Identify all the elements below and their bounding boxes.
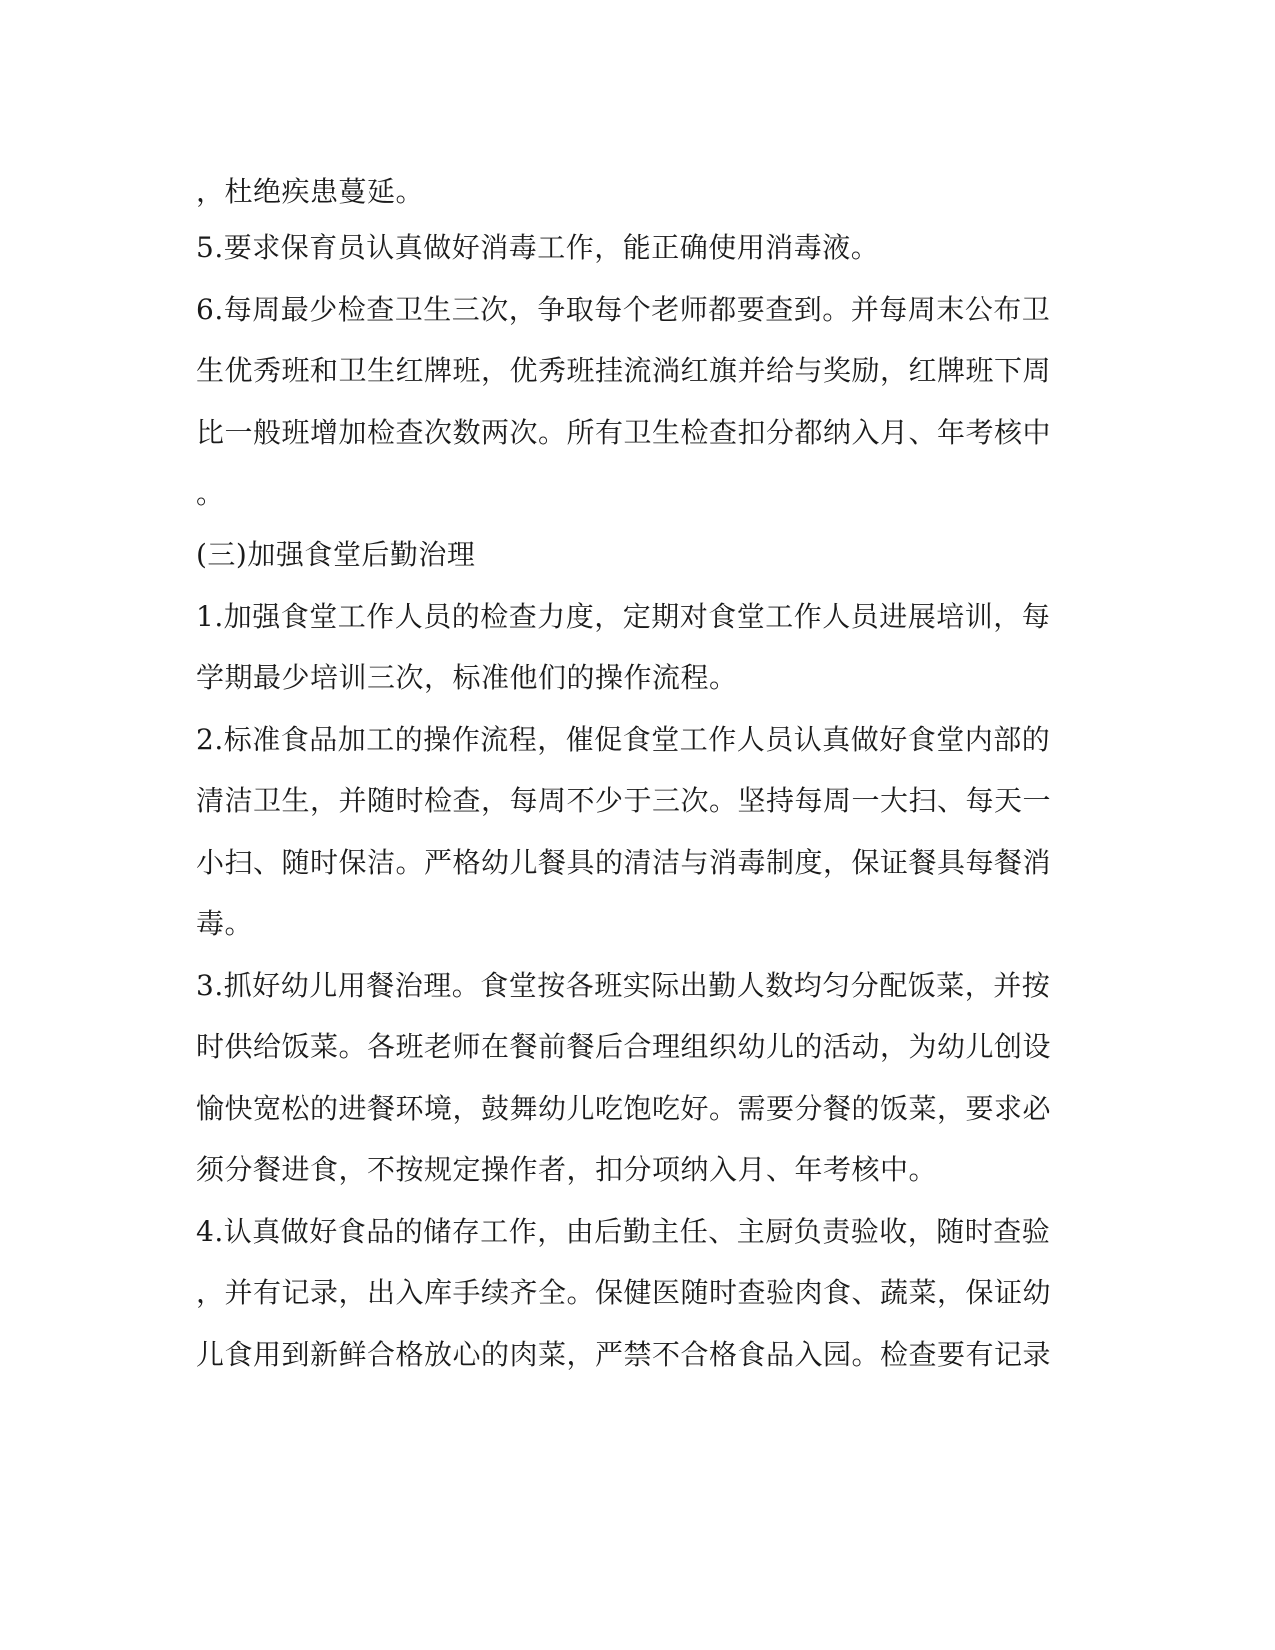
text-line: 生优秀班和卫生红牌班，优秀班挂流淌红旗并给与奖励，红牌班下周	[196, 354, 1052, 387]
text-line: 毒。	[196, 907, 254, 940]
text-line: 。	[196, 477, 225, 510]
text-line: ，并有记录，出入库手续齐全。保健医随时查验肉食、蔬菜，保证幼	[196, 1276, 1052, 1309]
text-line: 须分餐进食，不按规定操作者，扣分项纳入月、年考核中。	[196, 1153, 938, 1186]
text-line: 5.要求保育员认真做好消毒工作，能正确使用消毒液。	[196, 231, 880, 264]
text-line: 清洁卫生，并随时检查，每周不少于三次。坚持每周一大扫、每天一	[196, 784, 1052, 817]
text-line: 比一般班增加检查次数两次。所有卫生检查扣分都纳入月、年考核中	[196, 416, 1052, 449]
text-line: 小扫、随时保洁。严格幼儿餐具的清洁与消毒制度，保证餐具每餐消	[196, 846, 1052, 879]
text-line: 儿食用到新鲜合格放心的肉菜，严禁不合格食品入园。检查要有记录	[196, 1338, 1052, 1371]
text-line: 1.加强食堂工作人员的检查力度，定期对食堂工作人员进展培训，每	[196, 600, 1051, 633]
text-line: 6.每周最少检查卫生三次，争取每个老师都要查到。并每周末公布卫	[196, 293, 1051, 326]
text-line: ，杜绝疾患蔓延。	[196, 175, 425, 208]
section-heading: (三)加强食堂后勤治理	[196, 538, 476, 571]
text-line: 愉快宽松的进餐环境，鼓舞幼儿吃饱吃好。需要分餐的饭菜，要求必	[196, 1092, 1052, 1125]
text-line: 学期最少培训三次，标准他们的操作流程。	[196, 661, 738, 694]
text-line: 2.标准食品加工的操作流程，催促食堂工作人员认真做好食堂内部的	[196, 723, 1051, 756]
text-line: 时供给饭菜。各班老师在餐前餐后合理组织幼儿的活动，为幼儿创设	[196, 1030, 1052, 1063]
text-line: 3.抓好幼儿用餐治理。食堂按各班实际出勤人数均匀分配饭菜，并按	[196, 969, 1051, 1002]
text-line: 4.认真做好食品的储存工作，由后勤主任、主厨负责验收，随时查验	[196, 1215, 1051, 1248]
